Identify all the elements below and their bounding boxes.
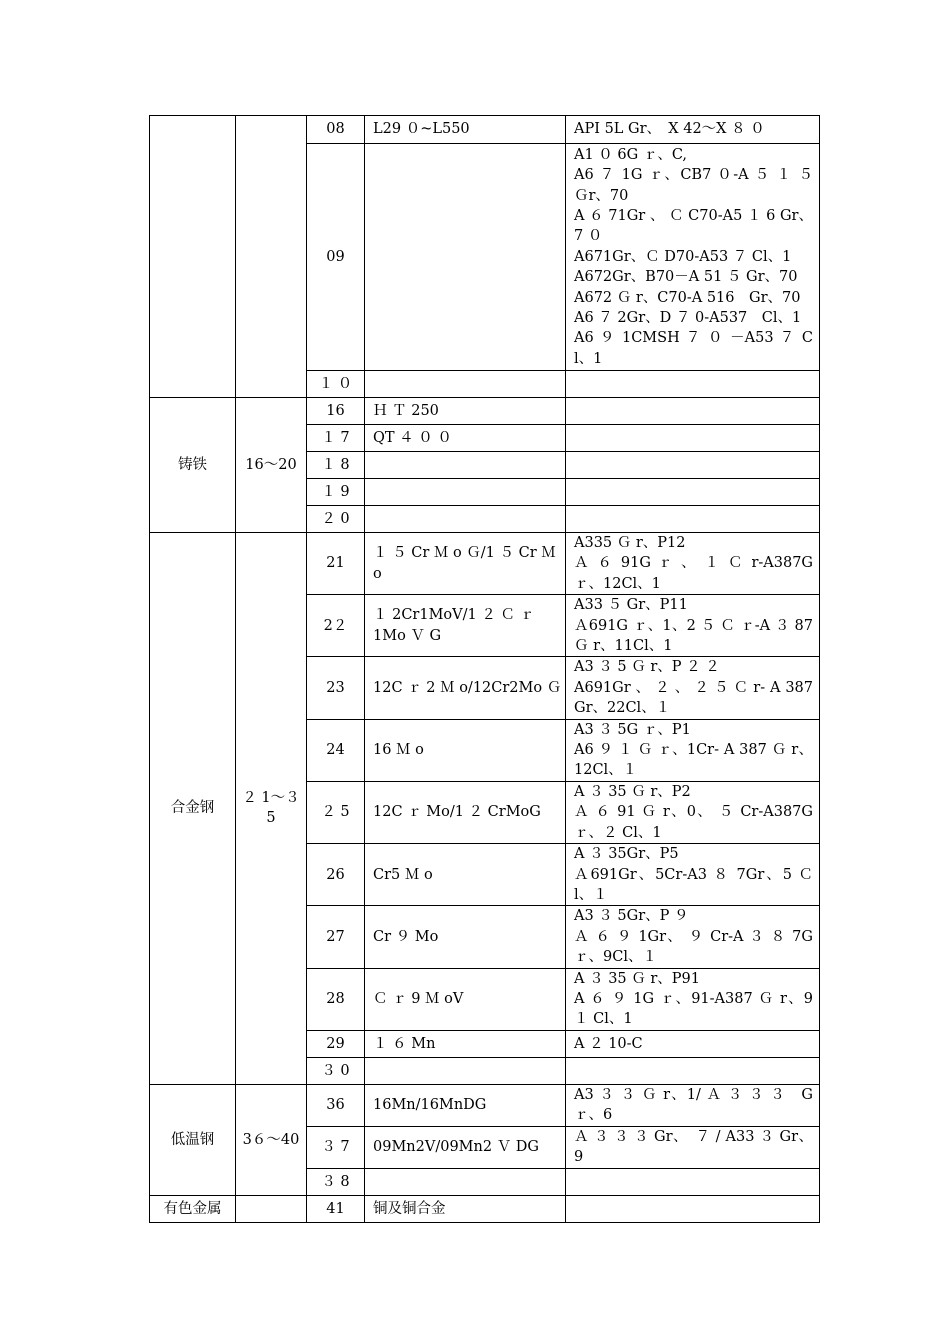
material-cell: 12C ｒ 2 Ｍ o/12Cr2Mo Ｇ <box>365 657 566 719</box>
standard-line: A6 ９ １ Ｇ ｒ、1Cr- A 387 Ｇ r、12Cl、１ <box>574 742 813 779</box>
category-cell: 合金钢 <box>150 533 236 1085</box>
material-cell: Ｃ ｒ 9 Ｍ oV <box>365 968 566 1030</box>
material-cell: 16 Ｍ o <box>365 719 566 781</box>
standard-cell <box>566 1126 820 1168</box>
number-cell: １ ０ <box>307 371 365 398</box>
material-cell: 铜及铜合金 <box>365 1195 566 1222</box>
standard-line: Ａ ６ 91 Ｇ r、0、 ５ Cr-A387G ｒ、２ Cl、1 <box>574 804 813 841</box>
standard-line: Ａ691G ｒ、1、2 ５ Ｃ ｒ-A ３ 87 Ｇ r、11Cl、1 <box>574 617 813 655</box>
standard-cell <box>566 906 820 968</box>
standard-line: A ３ 35Gr、P5 <box>574 846 679 863</box>
material-cell: QT ４ ０ ０ <box>365 425 566 452</box>
range-cell: ２ 1～３ 5 <box>236 533 307 1085</box>
number-cell: １ 7 <box>307 425 365 452</box>
range-cell <box>236 116 307 398</box>
category-cell: 有色金属 <box>150 1195 236 1222</box>
number-cell: ２ 5 <box>307 781 365 843</box>
standard-cell <box>566 116 820 144</box>
number-cell: ２ 0 <box>307 506 365 533</box>
standard-line: A335 Ｇ r、P12 <box>574 535 686 551</box>
number-cell: 09 <box>307 144 365 371</box>
range-cell: 16～20 <box>236 398 307 533</box>
standard-cell <box>566 1168 820 1195</box>
standard-cell <box>566 719 820 781</box>
standard-cell <box>566 968 820 1030</box>
material-cell: 16Mn/16MnDG <box>365 1084 566 1126</box>
standard-line: A671Gr、Ｃ D70-A53 ７ Cl、1 <box>574 248 792 265</box>
number-cell: 41 <box>307 1195 365 1222</box>
standard-cell <box>566 144 820 371</box>
standard-cell <box>566 1195 820 1222</box>
material-cell: Cr ９ Mo <box>365 906 566 968</box>
number-cell: 16 <box>307 398 365 425</box>
standard-line: A ６ 71Gr 、 Ｃ C70-A5 １ 6 Gr、7 ０ <box>574 207 813 245</box>
standard-line: A6 ７ 2Gr、D ７ 0-A537 Cl、1 <box>574 310 802 327</box>
standard-line: A691Gr 、 ２ 、 ２ ５ Ｃ r- A 387Gr、22Cl、１ <box>574 679 813 717</box>
table-row <box>150 398 820 425</box>
standard-cell <box>566 398 820 425</box>
category-cell: 低温钢 <box>150 1084 236 1195</box>
table-row <box>150 1195 820 1222</box>
number-cell: 27 <box>307 906 365 968</box>
material-cell: １ ５ Cr Ｍ o Ｇ/1 ５ Cr Ｍ o <box>365 533 566 595</box>
standard-line: A3 ３ 5Gr、P ９ <box>574 908 689 925</box>
material-cell: １ ６ Mn <box>365 1030 566 1057</box>
standard-line: A1 ０ 6G ｒ、C, <box>574 146 688 163</box>
material-cell <box>365 1057 566 1084</box>
table-row <box>150 533 820 595</box>
standard-cell <box>566 371 820 398</box>
standard-cell <box>566 844 820 906</box>
category-cell: 铸铁 <box>150 398 236 533</box>
number-cell: 29 <box>307 1030 365 1057</box>
material-cell: １ 2Cr1MoV/1 ２ Ｃ ｒ 1Mo Ｖ G <box>365 595 566 657</box>
material-cell <box>365 144 566 371</box>
standard-line: A ３ 35 Ｇ r、P2 <box>574 783 691 800</box>
number-cell: 28 <box>307 968 365 1030</box>
standard-line: A6 ９ 1CMSH ７ ０ －A53 ７ Cl、1 <box>574 330 813 367</box>
standard-cell <box>566 595 820 657</box>
standard-cell <box>566 1057 820 1084</box>
standard-line: A3 ３ 5G ｒ、P1 <box>574 721 691 738</box>
number-cell: 2２ <box>307 595 365 657</box>
number-cell: 23 <box>307 657 365 719</box>
standard-cell <box>566 425 820 452</box>
standard-line: A672Gr、B70－A 51 ５ Gr、70 <box>574 269 798 286</box>
material-cell: 09Mn2V/09Mn2 Ｖ DG <box>365 1126 566 1168</box>
table-row <box>150 1084 820 1126</box>
material-cell <box>365 452 566 479</box>
materials-table <box>149 115 820 1223</box>
standard-cell <box>566 479 820 506</box>
number-cell: 08 <box>307 116 365 144</box>
number-cell: １ 9 <box>307 479 365 506</box>
standard-cell <box>566 1030 820 1057</box>
range-cell: 3６～40 <box>236 1084 307 1195</box>
standard-line: API 5L Gr、 X 42～X ８ ０ <box>574 121 765 138</box>
standard-line: A ２ 10-C <box>574 1035 643 1052</box>
material-cell <box>365 479 566 506</box>
number-cell: 21 <box>307 533 365 595</box>
standard-line: A672 Ｇ r、C70-A 516 Gr、70 <box>574 289 801 306</box>
range-cell <box>236 1195 307 1222</box>
standard-line: Ａ ３ ３ ３ Gr、 ７ / A33 ３ Gr、9 <box>574 1128 813 1166</box>
standard-cell <box>566 657 820 719</box>
standard-line: Ａ ６ 91G ｒ 、 １ Ｃ r-A387G ｒ、12Cl、1 <box>574 555 813 592</box>
number-cell: ３ 7 <box>307 1126 365 1168</box>
material-cell: 12C ｒ Mo/1 ２ CrMoG <box>365 781 566 843</box>
number-cell: ３ 8 <box>307 1168 365 1195</box>
number-cell: 26 <box>307 844 365 906</box>
standard-line: A3 ３ 5 Ｇ r、P ２ ２ <box>574 659 720 676</box>
standard-cell <box>566 506 820 533</box>
material-cell <box>365 1168 566 1195</box>
standard-line: A33 ５ Gr、P11 <box>574 597 688 614</box>
standard-line: A ６ ９ 1G ｒ、91-A387 Ｇ r、9 １ Cl、1 <box>574 990 813 1028</box>
standard-cell <box>566 452 820 479</box>
material-cell: L29 ０~L550 <box>365 116 566 144</box>
standard-cell <box>566 781 820 843</box>
category-cell <box>150 116 236 398</box>
standard-line: Ａ691Gr、5Cr-A3 ８ 7Gr、5 Ｃ l、１ <box>574 866 813 903</box>
material-cell: Cr5 Ｍ o <box>365 844 566 906</box>
materials-table-body <box>150 116 820 1223</box>
material-cell: Ｈ Ｔ 250 <box>365 398 566 425</box>
standard-line: A ３ 35 Ｇ r、P91 <box>574 970 700 987</box>
standard-line: A3 ３ ３ Ｇ r、1/ Ａ ３ ３ ３ G ｒ、6 <box>574 1086 813 1124</box>
material-cell <box>365 506 566 533</box>
material-cell <box>365 371 566 398</box>
standard-cell <box>566 1084 820 1126</box>
number-cell: １ 8 <box>307 452 365 479</box>
number-cell: ３ 0 <box>307 1057 365 1084</box>
table-row <box>150 116 820 144</box>
number-cell: 24 <box>307 719 365 781</box>
number-cell: 36 <box>307 1084 365 1126</box>
standard-line: A6 ７ 1G ｒ、CB7 ０-A ５ １ ５ Ｇr、70 <box>574 167 813 204</box>
standard-line: Ａ ６ ９ 1Gr、 ９ Cr-A ３ ８ 7G ｒ、9Cl、１ <box>574 928 813 966</box>
standard-cell <box>566 533 820 595</box>
